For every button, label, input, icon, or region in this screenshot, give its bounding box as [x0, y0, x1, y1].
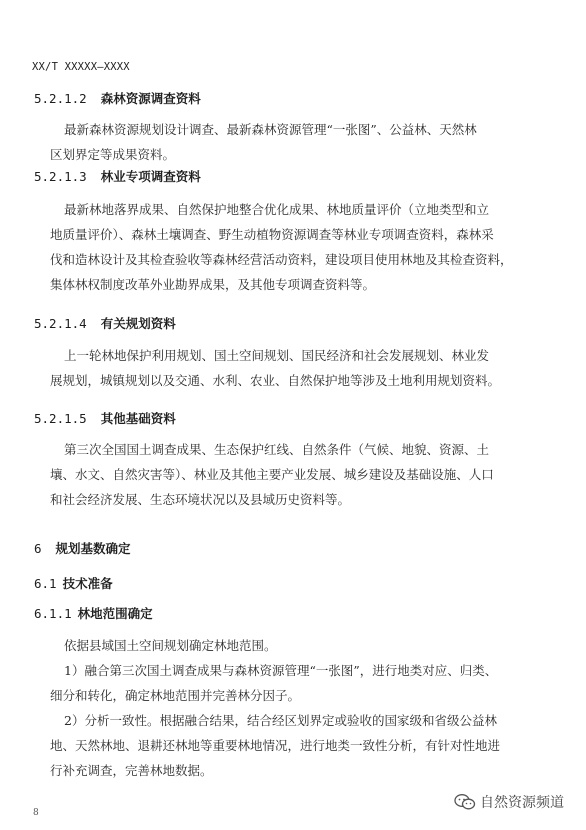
section-heading-5-2-1-3	[34, 167, 201, 185]
chapter-title: 规划基数确定	[55, 541, 131, 556]
section-heading-6-1	[34, 574, 113, 592]
paragraph-5-2-1-3	[50, 197, 520, 297]
watermark-text: 自然资源频道	[480, 795, 564, 811]
section-number: 5.2.1.2	[34, 91, 87, 106]
section-title: 林业专项调查资料	[100, 169, 201, 184]
text-line: 区划界定等成果资料。	[50, 147, 176, 162]
section-heading-5-2-1-5	[34, 409, 176, 427]
chapter-number: 6	[34, 541, 42, 556]
section-heading-5-2-1-2	[34, 89, 201, 107]
paragraph-5-2-1-5	[50, 437, 520, 512]
page-number: 8	[33, 808, 39, 818]
text-line: 行补充调查，完善林地数据。	[50, 763, 213, 778]
section-heading-5-2-1-4	[34, 314, 176, 332]
section-title: 林地范围确定	[77, 606, 153, 621]
text-line: 地、天然林地、退耕还林地等重要林地情况，进行地类一致性分析，有针对性地进	[50, 738, 501, 753]
text-line: 依据县域国土空间规划确定林地范围。	[64, 638, 277, 653]
text-line: 最新森林资源规划设计调查、最新森林资源管理“一张图”、公益林、天然林	[64, 122, 477, 137]
text-line: 2）分析一致性。根据融合结果，结合经区划界定或验收的国家级和省级公益林	[64, 713, 497, 728]
text-line: 集体林权制度改革外业勘界成果，及其他专项调查资料等。	[50, 277, 376, 292]
section-heading-6-1-1	[34, 604, 153, 622]
text-line: 第三次全国国土调查成果、生态保护红线、自然条件（气候、地貌、资源、土	[64, 442, 490, 457]
section-number: 5.2.1.5	[34, 411, 87, 426]
section-title: 其他基础资料	[100, 411, 176, 426]
paragraph-6-1-1	[50, 633, 520, 783]
text-line: 最新林地落界成果、自然保护地整合优化成果、林地质量评价（立地类型和立	[64, 202, 490, 217]
text-line: 地质量评价）、森林土壤调查、野生动植物资源调查等林业专项调查资料，森林采	[50, 227, 494, 242]
section-number: 5.2.1.4	[34, 316, 87, 331]
text-line: 和社会经济发展、生态环境状况以及县域历史资料等。	[50, 492, 351, 507]
section-number: 6.1	[34, 576, 57, 591]
wechat-icon	[454, 793, 476, 811]
section-title: 技术准备	[62, 576, 113, 591]
standard-code: XX/T XXXXX—XXXX	[32, 61, 130, 73]
text-line: 伐和造林设计及其检查验收等森林经营活动资料，建设项目使用林地及其检查资料，	[50, 252, 513, 267]
text-line: 上一轮林地保护利用规划、国土空间规划、国民经济和社会发展规划、林业发	[64, 348, 490, 363]
paragraph-5-2-1-4	[50, 343, 520, 393]
section-number: 6.1.1	[34, 606, 72, 621]
text-line: 细分和转化，确定林地范围并完善林分因子。	[50, 688, 301, 703]
section-number: 5.2.1.3	[34, 169, 87, 184]
chapter-heading-6	[34, 539, 131, 557]
text-line: 展规划，城镇规划以及交通、水利、农业、自然保护地等涉及土地利用规划资料。	[50, 373, 501, 388]
text-line: 1）融合第三次国土调查成果与森林资源管理“一张图”，进行地类对应、归类、	[64, 663, 498, 678]
text-line: 壤、水文、自然灾害等）、林业及其他主要产业发展、城乡建设及基础设施、人口	[50, 467, 494, 482]
paragraph-5-2-1-2	[50, 117, 520, 167]
watermark	[454, 792, 564, 812]
section-title: 有关规划资料	[100, 316, 176, 331]
section-title: 森林资源调查资料	[100, 91, 201, 106]
